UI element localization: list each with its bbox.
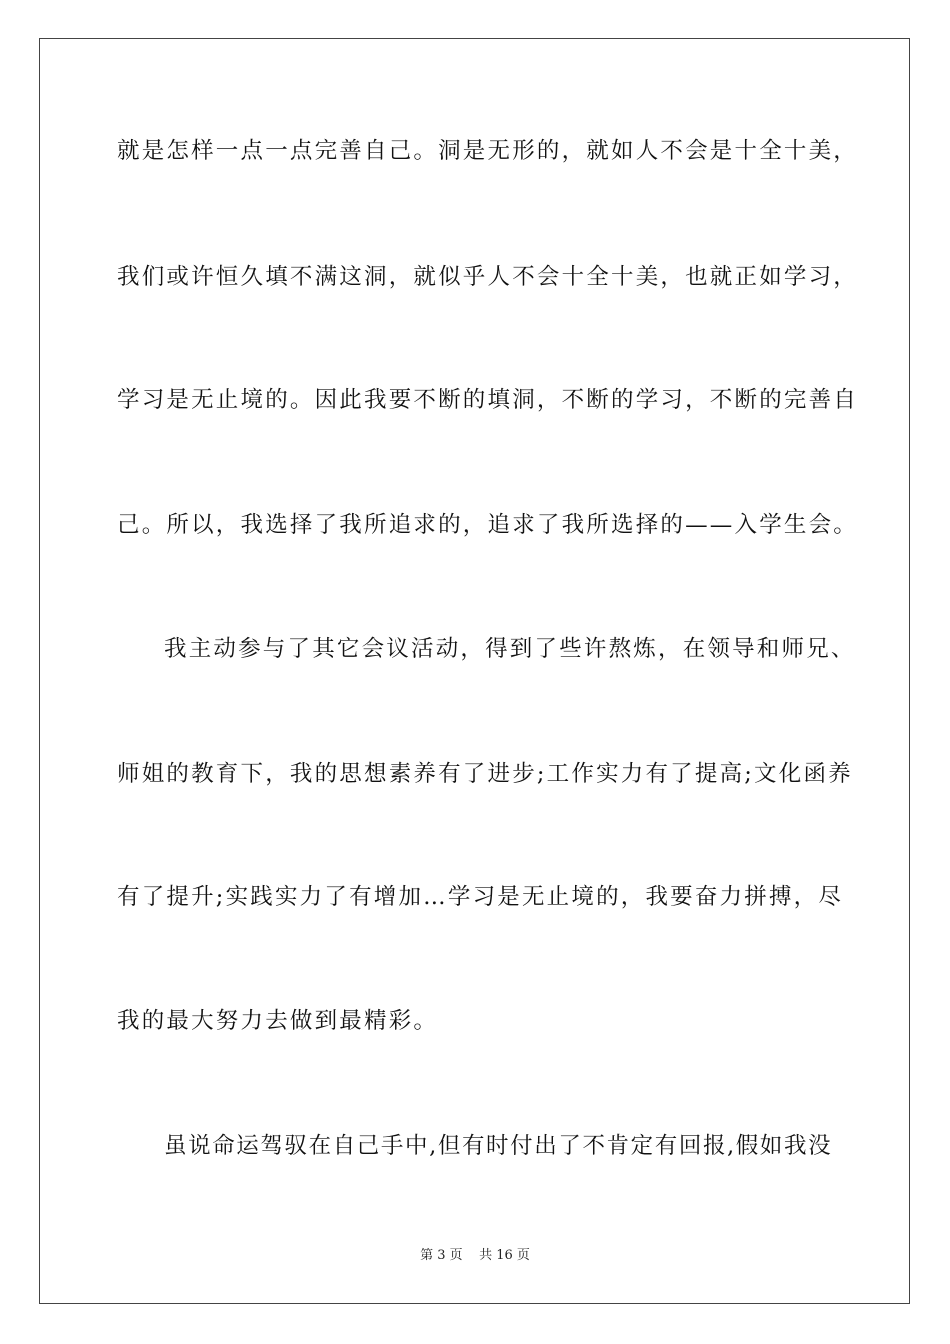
- body-text-line: 我们或许恒久填不满这洞，就似乎人不会十全十美，也就正如学习，: [117, 264, 859, 290]
- paragraph-first-line: 我主动参与了其它会议活动，得到了些许熬炼，在领导和师兄、: [164, 636, 856, 662]
- page-number-footer: 第 3 页 共 16 页: [420, 1248, 530, 1263]
- body-text-line: 师姐的教育下，我的思想素养有了进步;工作实力有了提高;文化函养: [117, 761, 853, 787]
- body-text-line: 己。所以，我选择了我所追求的，追求了我所选择的——入学生会。: [117, 512, 859, 538]
- paragraph-first-line: 虽说命运驾驭在自己手中,但有时付出了不肯定有回报,假如我没: [164, 1133, 833, 1159]
- body-text-line: 就是怎样一点一点完善自己。洞是无形的，就如人不会是十全十美，: [117, 138, 859, 164]
- body-text-line: 我的最大努力去做到最精彩。: [117, 1008, 439, 1034]
- body-text-line: 有了提升;实践实力了有增加…学习是无止境的，我要奋力拼搏，尽: [117, 884, 844, 910]
- page-border: [39, 38, 910, 1304]
- body-text-line: 学习是无止境的。因此我要不断的填洞，不断的学习，不断的完善自: [117, 387, 859, 413]
